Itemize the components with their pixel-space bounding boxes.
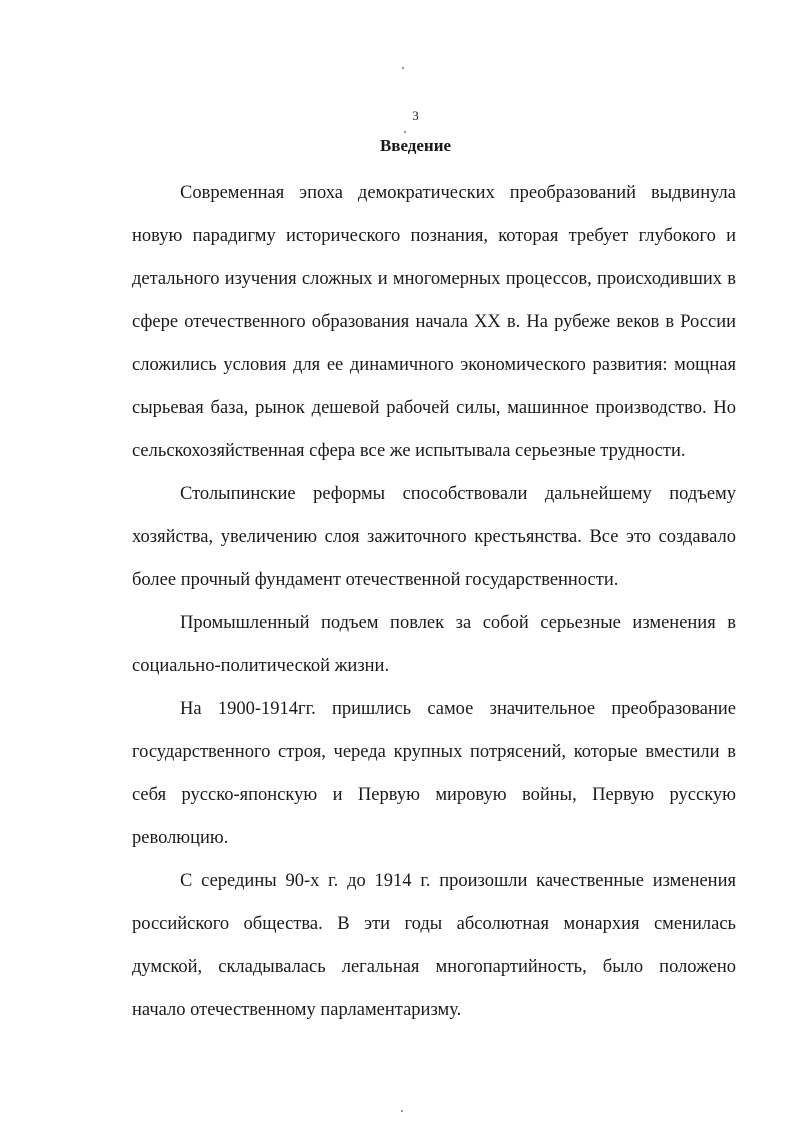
paragraph-1: Современная эпоха демократических преобразований выдвинула новую парадигму исторического познания, которая требует глубокого и детального изучения сложных и многомерных процессов, происходивших в сфере отечественного образования начала XX в. На рубеже веков в России сложились условия для ее динамичного экономического развития: мощная сырьевая база, рынок дешевой рабочей силы, машинное производство. Но сельскохозяйственная сфера все же испытывала серьезные трудности. — [132, 183, 736, 461]
paragraph-4: На 1900-1914гг. пришлись самое значительное преобразование государственного строя, череда крупных потрясений, которые вместили в себя русско-японскую и Первую мировую войны, Первую русскую революцию. — [132, 699, 736, 848]
page-number: 3 — [412, 108, 419, 123]
paragraph-3: Промышленный подъем повлек за собой серьезные изменения в социально-политической жизни. — [132, 613, 736, 676]
section-heading: Введение — [379, 136, 452, 155]
body-text — [132, 172, 736, 1032]
scan-speck — [404, 131, 406, 133]
paragraph-5: С середины 90-х г. до 1914 г. произошли качественные изменения российского общества. В эти годы абсолютная монархия сменилась думской, складывалась легальная многопартийность, было положено начало отечественному парламентаризму. — [132, 871, 736, 1020]
scan-speck — [402, 67, 404, 69]
scan-speck — [401, 1110, 403, 1112]
paragraph-2: Столыпинские реформы способствовали дальнейшему подъему хозяйства, увеличению слоя зажиточного крестьянства. Все это создавало более прочный фундамент отечественной государственности. — [132, 484, 736, 590]
